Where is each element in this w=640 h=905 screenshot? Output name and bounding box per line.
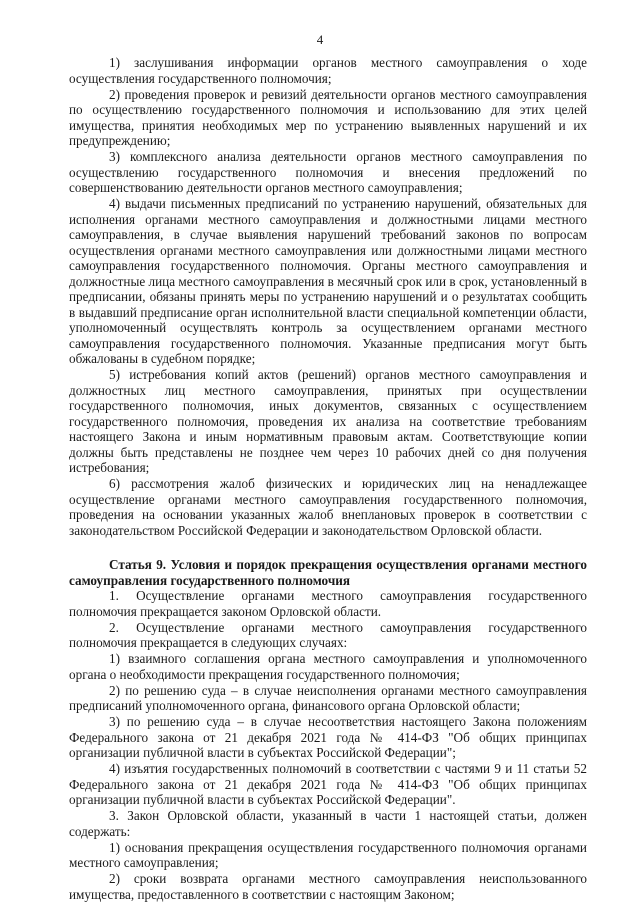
paragraph: 1. Осуществление органами местного самоуправления государственного полномочия прекращается законом Орловской области. bbox=[69, 588, 587, 619]
paragraph: 3) по решению суда – в случае несоответствия настоящего Закона положениям Федерального закона от 21 декабря 2021 года № 414-ФЗ "Об общих принципах организации публичной власти в субъектах Российской Федерации"; bbox=[69, 714, 587, 760]
paragraph: 3) комплексного анализа деятельности органов местного самоуправления по осуществлению государственного полномочия и внесения предложений по совершенствованию деятельности органов местного самоуправления; bbox=[69, 149, 587, 195]
paragraph: 3. Закон Орловской области, указанный в части 1 настоящей статьи, должен содержать: bbox=[69, 808, 587, 839]
paragraph: 4) выдачи письменных предписаний по устранению нарушений, обязательных для исполнения органами местного самоуправления и должностными лицами местного самоуправления, в случае выявления нарушений требований законов по вопросам осуществления органами местного самоуправления или должностными лицами местного самоуправления государственного полномочия. Органы местного самоуправления и должностные лица местного самоуправления в месячный срок или в срок, установленный в предписании, обязаны принять меры по устранению нарушений и о результатах сообщить в выдавший предписание орган исполнительной власти специальной компетенции области, уполномоченный осуществлять контроль за осуществлением органами местного самоуправления государственного полномочия. Указанные предписания могут быть обжалованы в судебном порядке; bbox=[69, 196, 587, 366]
paragraph: 6) рассмотрения жалоб физических и юридических лиц на ненадлежащее осуществление органами местного самоуправления государственного полномочия, проведения на основании указанных жалоб внеплановых проверок в соответствии с законодательством Российской Федерации и законодательством Орловской области. bbox=[69, 476, 587, 538]
paragraph: 1) основания прекращения осуществления государственного полномочия органами местного самоуправления; bbox=[69, 839, 587, 870]
paragraph: 1) заслушивания информации органов местного самоуправления о ходе осуществления государственного полномочия; bbox=[69, 55, 587, 86]
paragraph: 1) взаимного соглашения органа местного самоуправления и уполномоченного органа о необходимости прекращения государственного полномочия; bbox=[69, 651, 587, 682]
paragraph: 2) проведения проверок и ревизий деятельности органов местного самоуправления по осуществлению государственного полномочия и использованию для этих целей имущества, принятия необходимых мер по устранению выявленных нарушений и их предупреждению; bbox=[69, 86, 587, 148]
paragraph: 5) истребования копий актов (решений) органов местного самоуправления и должностных лиц местного самоуправления, принятых при осуществлении государственного полномочия, иных документов, связанных с осуществлением государственного полномочия, проведения их анализа на соответствие требованиям настоящего Закона и иным нормативным правовым актам. Соответствующие копии должны быть представлены не позднее чем через 10 рабочих дней со дня получения истребования; bbox=[69, 367, 587, 475]
article-9-heading: Статья 9. Условия и порядок прекращения осуществления органами местного самоуправления государственного полномочия bbox=[69, 557, 587, 588]
document-body bbox=[69, 55, 587, 902]
paragraph: 4) изъятия государственных полномочий в соответствии с частями 9 и 11 статьи 52 Федерального закона от 21 декабря 2021 года № 414-ФЗ "Об общих принципах организации публичной власти в субъектах Российской Федерации". bbox=[69, 761, 587, 807]
paragraph: 2) сроки возврата органами местного самоуправления неиспользованного имущества, предоставленного в соответствии с настоящим Законом; bbox=[69, 871, 587, 902]
paragraph: 2. Осуществление органами местного самоуправления государственного полномочия прекращается в следующих случаях: bbox=[69, 619, 587, 650]
paragraph: 2) по решению суда – в случае неисполнения органами местного самоуправления предписаний уполномоченного органа, финансового органа Орловской области; bbox=[69, 682, 587, 713]
page-number: 4 bbox=[316, 32, 324, 47]
